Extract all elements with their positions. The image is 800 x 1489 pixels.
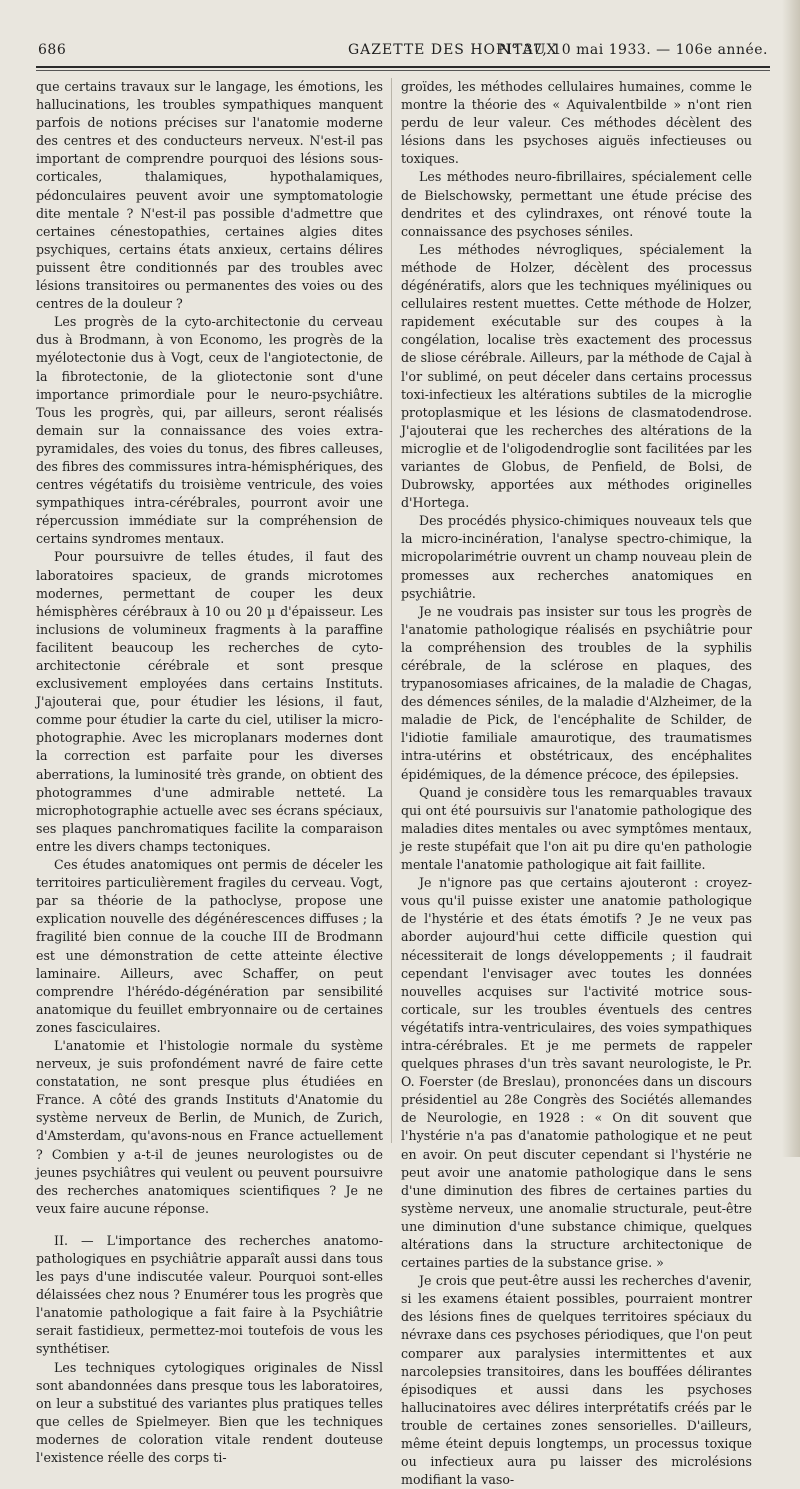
paragraph: Je ne voudrais pas insister sur tous les progrès de l'anatomie pathologique réalisés en psychiâtrie pour la compréhension des troubles de la syphilis cérébrale, de la sclérose en plaques, des trypanosomiases africaines, de la maladie de Chagas, des démences séniles, de la maladie d'Alzheimer, de la maladie de Pick, de l'encéphalite de Schilder, de l'idiotie familiale amaurotique, des traumatismes intra-utérins et obstétricaux, des encéphalites épidémiques, de la démence précoce, des épilepsies. [401,603,752,782]
paragraph: Pour poursuivre de telles études, il faut des laboratoires spacieux, de grands microtomes modernes, permettant de couper les deux hémisphères cérébraux à 10 ou 20 µ d'épaisseur. Les inclusions de volumineux fragments à la paraffine facilitent beaucoup les recherches de cyto-architectonie cérébrale et sont presque exclusivement employées dans certains Instituts. J'ajouterai que, pour étudier les lésions, il faut, comme pour étudier la carte du ciel, utiliser la micro-photographie. Avec les microplanars modernes dont la correction est parfaite pour les diverses aberrations, la luminosité très grande, on obtient des photogrammes d'une admirable netteté. La microphotographie actuelle avec ses écrans spéciaux, ses plaques panchromatiques facilite la comparaison entre les divers champs tectoniques. [36,549,383,854]
journal-title: GAZETTE DES HOPITAUX [348,42,558,58]
paragraph: Ces études anatomiques ont permis de déceler les territoires particulièrement fragiles du cerveau. Vogt, par sa théorie de la pathoclyse, propose une explication nouvelle des dégénérescences diffuses ; la fragilité bien connue de la couche III de Brodmann est une démonstration de cette atteinte élective laminaire. Ailleurs, avec Schaffer, on peut comprendre l'hérédo-dégénération par sensibilité anatomique du feuillet embryonnaire ou de certaines zones fasciculaires. [36,857,383,1035]
paragraph: que certains travaux sur le langage, les émotions, les hallucinations, les troubles sympathiques manquent parfois de notions précises sur l'anatomie moderne des centres et des conducteurs nerveux. N'est-il pas important de comprendre pourquoi des lésions sous-corticales, thalamiques, hypothalamiques, pédonculaires peuvent avoir une symptomatologie dite mentale ? N'est-il pas possible d'admettre que certaines cénestopathies, certaines algies dites psychiques, certains états anxieux, certains délires puissent être conditionnés par des troubles avec lésions transitoires ou permanentes des voies ou des centres de la douleur ? [36,79,383,312]
column-separator [391,78,392,1143]
paragraph: Des procédés physico-chimiques nouveaux tels que la micro-incinération, l'analyse spectro-chimique, la micropolarimétrie ouvrent un champ nouveau plein de promesses aux recherches anatomiques en psychiâtrie. [401,513,752,601]
left-column [36,78,383,1467]
paragraph: Quand je considère tous les remarquables travaux qui ont été poursuivis sur l'anatomie pathologique des maladies dites mentales ou avec symptômes mentaux, je reste stupéfait que l'on ait pu dire qu'en pathologie mentale l'anatomie pathologique ait fait faillite. [401,784,752,873]
paragraph: Les progrès de la cyto-architectonie du cerveau dus à Brodmann, à von Economo, les progrès de la myélotectonie dus à Vogt, ceux de l'angiotectonie, de la fibrotectonie, de la gliotectonie sont d'une importance primordiale pour le neuro-psychiâtre. Tous les progrès, qui, par ailleurs, seront réalisés demain sur la connaissance des voies extra-pyramidales, des voies du tonus, des fibres calleuses, des fibres des commissures intra-hémisphériques, des centres végétatifs du troisième ventricule, des voies sympathiques intra-cérébrales, pourront avoir une répercussion immédiate sur la compréhension de certains syndromes mentaux. [36,314,383,547]
paragraph: Les techniques cytologiques originales de Nissl sont abandonnées dans presque tous les laboratoires, on leur a substitué des variantes plus pratiques telles que celles de Spielmeyer. Bien que les techniques modernes de coloration vitale rendent douteuse l'existence réelle des corps ti- [36,1359,383,1466]
page-number: 686 [38,42,67,58]
right-column [401,78,752,1489]
paragraph: Je crois que peut-être aussi les recherches d'avenir, si les examens étaient possibles, pourraient montrer des lésions fines de quelques territoires spéciaux du névraxe dans ces psychoses périodiques, que l'on peut comparer aux paralysies intermittentes et aux narcolepsies transitoires, dans les bouffées délirantes épisodiques et aussi dans les psychoses hallucinatoires avec délires interprétatifs créés par le trouble de certaines zones sensorielles. D'ailleurs, même éteint depuis longtemps, un processus toxique ou infectieux aura pu laisser des microlésions modifiant la vaso- [401,1273,752,1488]
issue-info: N° 37, 10 mai 1933. — 106e année. [498,42,768,58]
paragraph: Les méthodes névrogliques, spécialement la méthode de Holzer, décèlent des processus dégénératifs, alors que les techniques myéliniques ou cellulaires restent muettes. Cette méthode de Holzer, rapidement exécutable sur des coupes à la congélation, localise très exactement des processus de sliose cérébrale. Ailleurs, par la méthode de Cajal à l'or sublimé, on peut déceler dans certains processus toxi-infectieux les altérations subtiles de la microglie protoplasmique et les lésions de clasmatodendrose. J'ajouterai que les recherches des altérations de la microglie et de l'oligodendroglie sont facilitées par les variantes de Globus, de Penfield, de Bolsi, de Dubrowsky, apportées aux méthodes originelles d'Hortega. [401,241,752,511]
paragraph: Je n'ignore pas que certains ajouteront : croyez-vous qu'il puisse exister une anatomie pathologique de l'hystérie et des états émotifs ? Je ne veux pas aborder aujourd'hui cette difficile question qui nécessiterait de longs développements ; il faudrait cependant l'envisager avec toutes les données nouvelles acquises sur l'activité motrice sous-corticale, sur les troubles éventuels des centres végétatifs intra-ventriculaires, des voies sympathiques intra-cérébrales. Et je me permets de rappeler quelques phrases d'un très savant neurologiste, le Pr. O. Foerster (de Breslau), prononcées dans un discours présidentiel au 28e Congrès des Sociétés allemandes de Neurologie, en 1928 : « On dit souvent que l'hystérie n'a pas d'anatomie pathologique et ne peut en avoir. On peut discuter cependant si l'hystérie ne peut avoir une anatomie pathologique dans le sens d'une diminution des fibres de certaines parties du système nerveux, une anomalie structurale, peut-être une diminution d'une substance chimique, quelques altérations dans la structure architectonique de certaines parties de la substance grise. » [401,875,752,1271]
header-rule [36,66,770,68]
page-header [36,6,770,58]
paragraph: groïdes, les méthodes cellulaires humaines, comme le montre la théorie des « Aquivalentbilde » n'ont rien perdu de leur valeur. Ces méthodes décèlent des lésions dans les psychoses aiguës infectieuses ou toxiques. [401,79,752,167]
paragraph: L'anatomie et l'histologie normale du système nerveux, je suis profondément navré de faire cette constatation, ne sont presque plus étudiées en France. A côté des grands Instituts d'Anatomie du système nerveux de Berlin, de Munich, de Zurich, d'Amsterdam, qu'avons-nous en France actuellement ? Combien y a-t-il de jeunes neurologistes ou de jeunes psychiâtres qui veulent ou peuvent poursuivre des recherches anatomiques scientifiques ? Je ne veux faire aucune réponse. [36,1037,383,1216]
paragraph: Les méthodes neuro-fibrillaires, spécialement celle de Bielschowsky, permettant une étude précise des dendrites et des cylindraxes, ont rénové toute la connaissance des psychoses séniles. [401,169,752,239]
section-paragraph: II. — L'importance des recherches anatomo-pathologiques en psychiâtrie apparaît aussi dans tous les pays d'une indiscutée valeur. Pourquoi sont-elles délaissées chez nous ? Enumérer tous les progrès que l'anatomie pathologique a fait faire à la Psychiâtrie serait fastidieux, permettez-moi toutefois de vous les synthétiser. [36,1232,383,1357]
page-edge-shadow [782,0,800,1157]
header-rule-thin [36,70,770,71]
